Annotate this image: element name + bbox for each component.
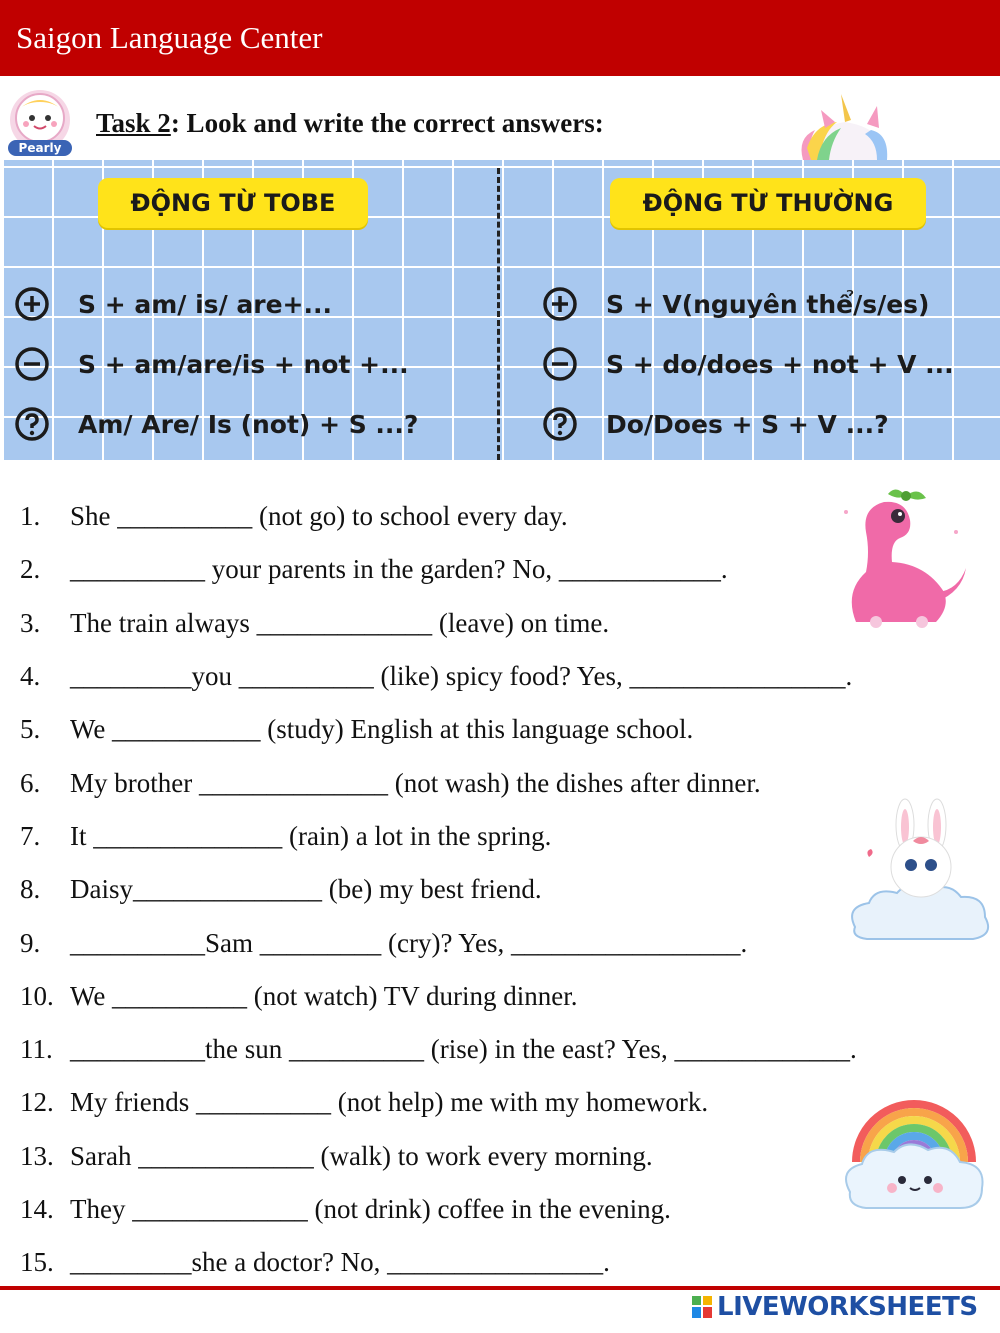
rule-text: S + do/does + not + V ... <box>606 349 954 379</box>
exercise-number: 1. <box>20 501 41 532</box>
exercise-text[interactable]: We ___________ (study) English at this language school. <box>70 714 694 745</box>
regular-verb-title: ĐỘNG TỪ THƯỜNG <box>610 178 926 228</box>
exercise-text[interactable]: She __________ (not go) to school every day. <box>70 501 568 532</box>
logo-text: Pearly <box>18 141 62 155</box>
exercise-text[interactable]: My brother ______________ (not wash) the dishes after dinner. <box>70 767 761 798</box>
task-instruction: : Look and write the correct answers: <box>170 108 604 138</box>
minus-circle-icon <box>542 346 578 382</box>
exercise-item <box>20 1023 960 1076</box>
exercise-item <box>20 970 960 1023</box>
rule-text: S + am/are/is + not +... <box>78 349 409 379</box>
rule-text: Am/ Are/ Is (not) + S ...? <box>78 409 419 439</box>
exercise-item <box>20 703 960 756</box>
exercise-number: 5. <box>20 714 41 745</box>
exercise-text[interactable]: Sarah _____________ (walk) to work every morning. <box>70 1140 653 1171</box>
exercise-list <box>20 490 960 1289</box>
exercise-number: 10. <box>20 980 54 1011</box>
panel-divider <box>497 168 500 460</box>
unicorn-icon <box>785 88 905 160</box>
exercise-number: 7. <box>20 820 41 851</box>
pink-dinosaur-icon <box>826 472 976 630</box>
minus-circle-icon <box>14 346 50 382</box>
verb-rule-negative <box>542 346 954 382</box>
exercise-number: 13. <box>20 1140 54 1171</box>
pearly-logo-icon <box>4 86 76 158</box>
exercise-item <box>20 490 960 543</box>
header-bar <box>0 0 1000 76</box>
rainbow-cloud-icon <box>836 1082 992 1214</box>
tobe-rule-negative <box>14 346 409 382</box>
exercise-text[interactable]: My friends __________ (not help) me with my homework. <box>70 1087 709 1118</box>
question-circle-icon <box>14 406 50 442</box>
exercise-number: 4. <box>20 661 41 692</box>
exercise-text[interactable]: It ______________ (rain) a lot in the spring. <box>70 820 552 851</box>
brand-text: LIVEWORKSHEETS <box>717 1292 978 1322</box>
tobe-rule-positive <box>14 286 332 322</box>
exercise-item <box>20 756 960 809</box>
header-title: Saigon Language Center <box>16 20 323 55</box>
footer-line <box>0 1286 1000 1290</box>
exercise-item <box>20 543 960 596</box>
exercise-text[interactable]: Daisy______________ (be) my best friend. <box>70 874 542 905</box>
exercise-text[interactable]: They _____________ (not drink) coffee in the evening. <box>70 1194 671 1224</box>
exercise-item <box>20 1076 960 1129</box>
exercise-number: 6. <box>20 767 41 798</box>
exercise-number: 14. <box>20 1194 54 1224</box>
exercise-number: 2. <box>20 554 41 585</box>
exercise-item <box>20 1236 960 1289</box>
verb-rule-question <box>542 406 889 442</box>
grammar-panel <box>4 160 1000 460</box>
exercise-item <box>20 916 960 969</box>
exercise-item <box>20 863 960 916</box>
exercise-number: 3. <box>20 607 41 638</box>
rule-text: S + V(nguyên thể/s/es) <box>606 289 930 319</box>
plus-circle-icon <box>542 286 578 322</box>
exercise-number: 12. <box>20 1087 54 1118</box>
exercise-text[interactable]: __________ your parents in the garden? No, ____________. <box>70 554 728 585</box>
exercise-number: 9. <box>20 927 41 958</box>
rule-text: S + am/ is/ are+... <box>78 289 332 319</box>
exercise-text[interactable]: _________you __________ (like) spicy food? Yes, ________________. <box>70 661 853 692</box>
task-heading <box>96 108 604 139</box>
exercise-number: 15. <box>20 1247 54 1278</box>
tobe-rule-question <box>14 406 418 442</box>
tobe-title: ĐỘNG TỪ TOBE <box>98 178 368 228</box>
exercise-text[interactable]: __________Sam _________ (cry)? Yes, _________________. <box>70 927 748 958</box>
verb-rule-positive <box>542 286 930 322</box>
bunny-on-cloud-icon <box>845 795 995 945</box>
liveworksheets-logo-icon <box>692 1294 714 1320</box>
exercise-item <box>20 1183 960 1236</box>
task-label: Task 2 <box>96 108 171 138</box>
question-circle-icon <box>542 406 578 442</box>
exercise-number: 11. <box>20 1034 53 1065</box>
exercise-item <box>20 810 960 863</box>
exercise-number: 8. <box>20 874 41 905</box>
rule-text: Do/Does + S + V ...? <box>606 409 889 439</box>
exercise-item <box>20 650 960 703</box>
liveworksheets-brand[interactable] <box>692 1292 978 1322</box>
exercise-text[interactable]: __________the sun __________ (rise) in the east? Yes, _____________. <box>70 1034 857 1065</box>
plus-circle-icon <box>14 286 50 322</box>
exercise-text[interactable]: The train always _____________ (leave) on time. <box>70 607 610 638</box>
exercise-item <box>20 597 960 650</box>
exercise-item <box>20 1130 960 1183</box>
exercise-text[interactable]: We __________ (not watch) TV during dinner. <box>70 980 578 1011</box>
exercise-text[interactable]: _________she a doctor? No, ________________. <box>70 1247 610 1278</box>
